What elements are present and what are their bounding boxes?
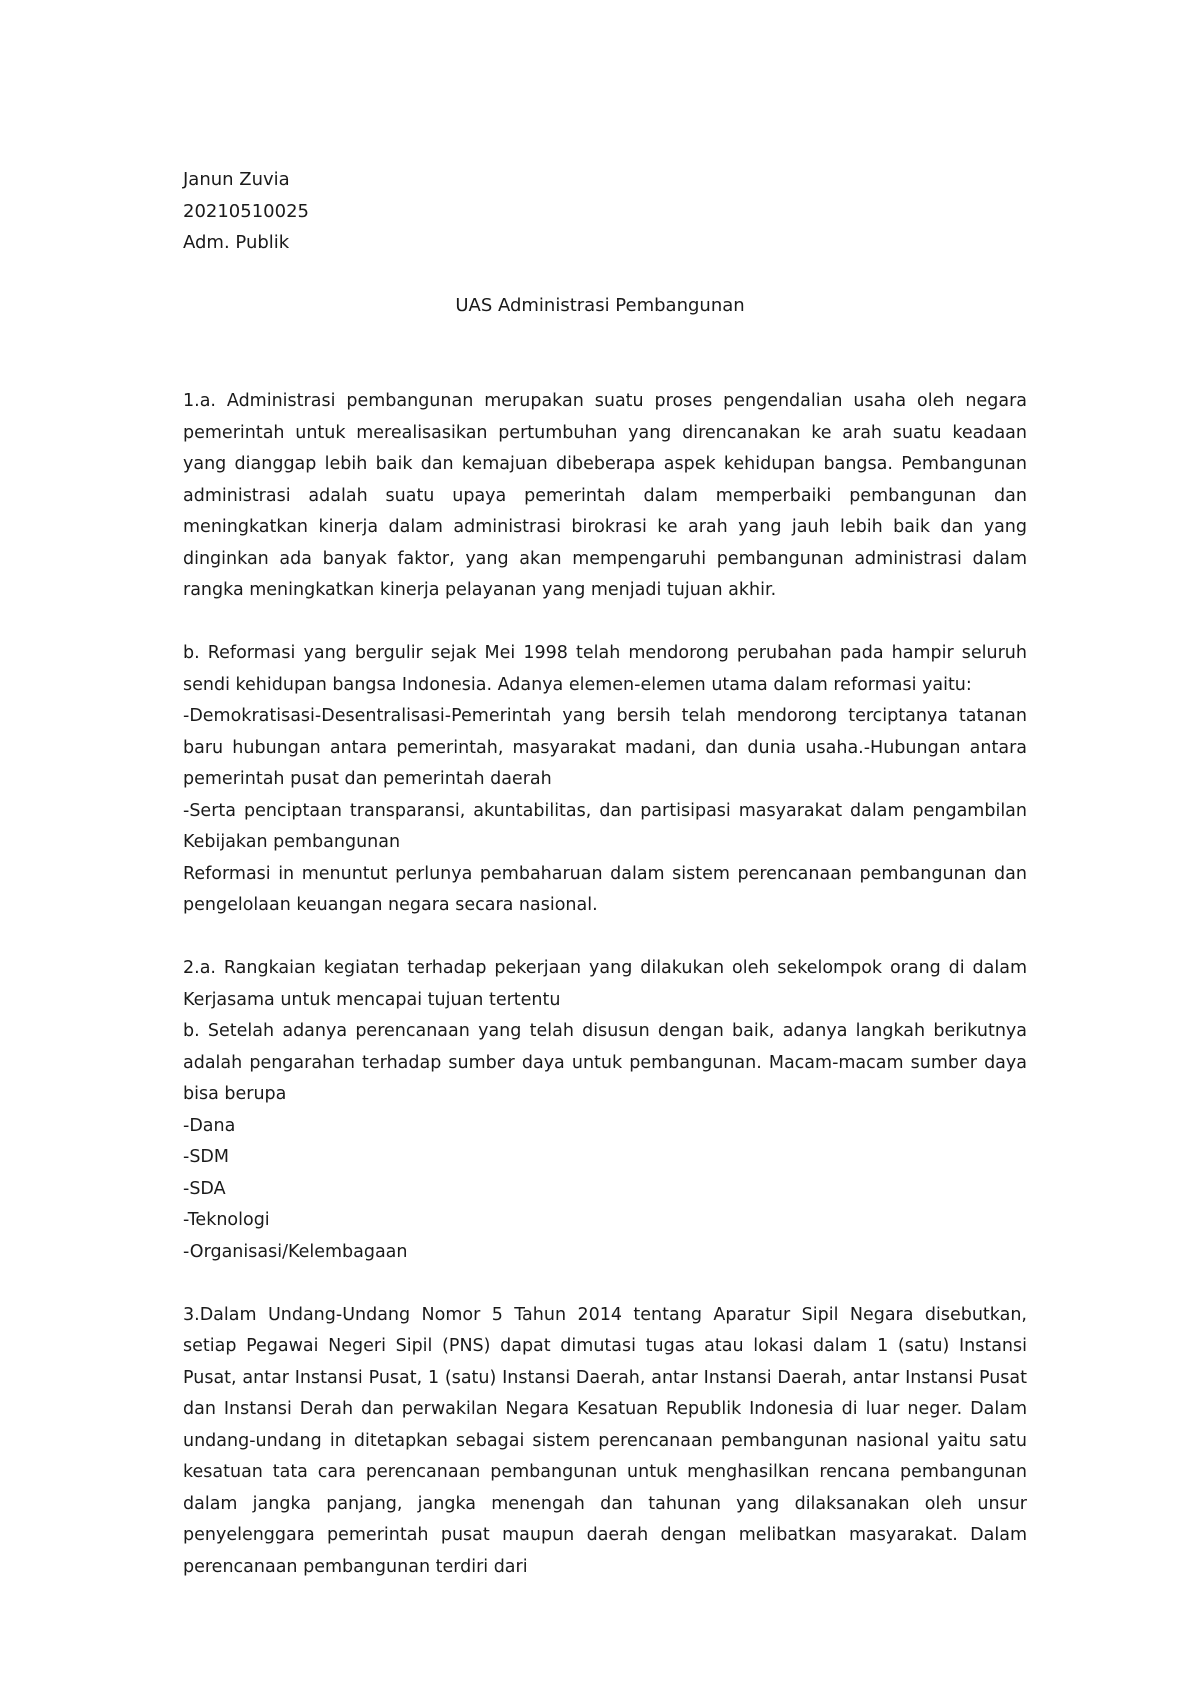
document-title: UAS Administrasi Pembangunan	[455, 295, 745, 316]
answer-2b-intro: b. Setelah adanya perencanaan yang telah disusun dengan baik, adanya langkah berikutnya adalah pengarahan terhadap sumber daya untuk pembangunan. Macam-macam sumber daya bisa berupa	[183, 1021, 1027, 1104]
answer-1a: 1.a. Administrasi pembangunan merupakan suatu proses pengendalian usaha oleh negara pemerintah untuk merealisasikan pertumbuhan yang direncanakan ke arah suatu keadaan yang dianggap lebih baik dan kemajuan dibeberapa aspek kehidupan bangsa. Pembangunan administrasi adalah suatu upaya pemerintah dalam memperbaiki pembangunan dan meningkatkan kinerja dalam administrasi birokrasi ke arah yang jauh lebih baik dan yang dinginkan ada banyak faktor, yang akan mempengaruhi pembangunan administrasi dalam rangka meningkatkan kinerja pelayanan yang menjadi tujuan akhir.	[183, 391, 1027, 600]
paragraph-gap	[183, 1268, 1027, 1300]
resource-list-item: -Teknologi	[183, 1210, 270, 1230]
answer-1b-closing: Reformasi in menuntut perlunya pembaharuan dalam sistem perencanaan pembangunan dan pengelolaan keuangan negara secara nasional.	[183, 863, 1027, 915]
resource-list-item: -Dana	[183, 1115, 236, 1136]
student-id: 20210510025	[183, 200, 309, 222]
document-body	[183, 386, 1027, 1583]
resource-list-item: -Organisasi/Kelembagaan	[183, 1241, 408, 1262]
student-name: Janun Zuvia	[183, 169, 290, 190]
answer-1b-intro: b. Reformasi yang bergulir sejak Mei 1998 telah mendorong perubahan pada hampir seluruh sendi kehidupan bangsa Indonesia. Adanya elemen-elemen utama dalam reformasi yaitu:	[183, 643, 1027, 695]
paragraph-gap	[183, 922, 1027, 954]
study-program: Adm. Publik	[183, 232, 290, 253]
paragraph-gap	[183, 607, 1027, 639]
resource-list-item: -SDM	[183, 1147, 229, 1167]
answer-1b-item-1: -Demokratisasi-Desentralisasi-Pemerintah yang bersih telah mendorong terciptanya tatanan baru hubungan antara pemerintah, masyarakat madani, dan dunia usaha.-Hubungan antara pemerintah pusat dan pemerintah daerah	[183, 706, 1027, 789]
answer-2a: 2.a. Rangkaian kegiatan terhadap pekerjaan yang dilakukan oleh sekelompok orang di dalam Kerjasama untuk mencapai tujuan tertentu	[183, 958, 1027, 1010]
resource-list-item: -SDA	[183, 1178, 226, 1199]
student-header	[183, 164, 309, 259]
answer-3: 3.Dalam Undang-Undang Nomor 5 Tahun 2014 tentang Aparatur Sipil Negara disebutkan, setiap Pegawai Negeri Sipil (PNS) dapat dimutasi tugas atau lokasi dalam 1 (satu) Instansi Pusat, antar Instansi Pusat, 1 (satu) Instansi Daerah, antar Instansi Daerah, antar Instansi Pusat dan Instansi Derah dan perwakilan Negara Kesatuan Republik Indonesia di luar neger. Dalam undang-undang in ditetapkan sebagai sistem perencanaan pembangunan nasional yaitu satu kesatuan tata cara perencanaan pembangunan untuk menghasilkan rencana pembangunan dalam jangka panjang, jangka menengah dan tahunan yang dilaksanakan oleh unsur penyelenggara pemerintah pusat maupun daerah dengan melibatkan masyarakat. Dalam perencanaan pembangunan terdiri dari	[183, 1304, 1027, 1577]
answer-1b-item-2: -Serta penciptaan transparansi, akuntabilitas, dan partisipasi masyarakat dalam pengambilan Kebijakan pembangunan	[183, 800, 1027, 852]
